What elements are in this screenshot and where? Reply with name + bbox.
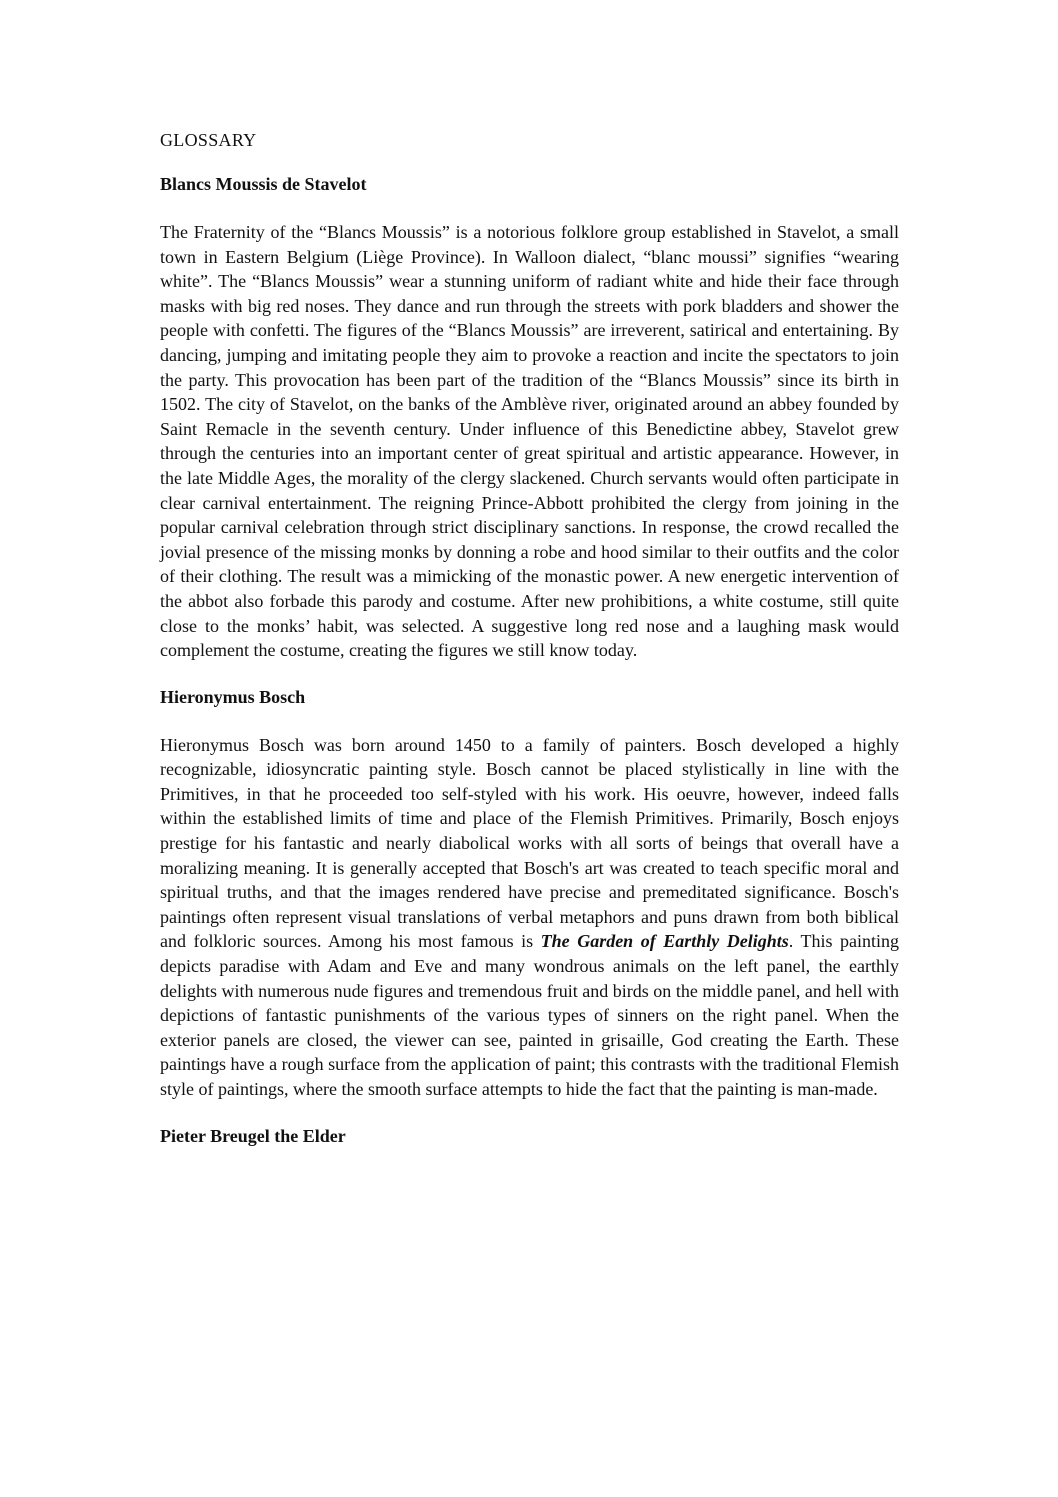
document-title: GLOSSARY [160, 130, 257, 150]
entry-body-blancs-moussis: The Fraternity of the “Blancs Moussis” is a notorious folklore group established in Stavelot, a small town in Eastern Belgium (Liège Province). In Walloon dialect, “blanc moussi” signifies “wearing white”. The “Blancs Moussis” wear a stunning uniform of radiant white and hide their face through masks with big red noses. They dance and run through the streets with pork bladders and shower the people with confetti. The figures of the “Blancs Moussis” are irreverent, satirical and entertaining. By dancing, jumping and imitating people they aim to provoke a reaction and incite the spectators to join the party. This provocation has been part of the tradition of the “Blancs Moussis” since its birth in 1502. The city of Stavelot, on the banks of the Amblève river, originated around an abbey founded by Saint Remacle in the seventh century. Under influence of this Benedictine abbey, Stavelot grew through the centuries into an important center of great spiritual and artistic appearance. However, in the late Middle Ages, the morality of the clergy slackened. Church servants would often participate in clear carnival entertainment. The reigning Prince-Abbott prohibited the clergy from joining in the popular carnival celebration through strict disciplinary sanctions. In response, the crowd recalled the jovial presence of the missing monks by donning a robe and hood similar to their outfits and the color of their clothing. The result was a mimicking of the monastic power. A new energetic intervention of the abbot also forbade this parody and costume. After new prohibitions, a white costume, still quite close to the monks’ habit, was selected. A suggestive long red nose and a laughing mask would complement the costume, creating the figures we still know today. [160, 222, 899, 661]
bosch-text-part-2: . This painting depicts paradise with Adam and Eve and many wondrous animals on the left panel, the earthly delights with numerous nude figures and tremendous fruit and birds on the middle panel, and hell with depictions of fantastic punishments of the various types of sinners on the right panel. When the exterior panels are closed, the viewer can see, painted in grisaille, God creating the Earth. These paintings have a rough surface from the application of paint; this contrasts with the traditional Flemish style of paintings, where the smooth surface attempts to hide the fact that the painting is man-made. [160, 931, 900, 1099]
entry-heading-hieronymus-bosch: Hieronymus Bosch [160, 686, 306, 707]
entry-heading-pieter-breugel: Pieter Breugel the Elder [160, 1125, 346, 1146]
bosch-text-part-1: Hieronymus Bosch was born around 1450 to a family of painters. Bosch developed a highly recognizable, idiosyncratic painting style. Bosch cannot be placed stylistically in line with the Primitives, in that he proceeded too self-styled with his work. His oeuvre, however, indeed falls within the established limits of time and place of the Flemish Primitives. Primarily, Bosch enjoys prestige for his fantastic and nearly diabolical works with all sorts of beings that overall have a moralizing meaning. It is generally accepted that Bosch's art was created to teach specific moral and spiritual truths, and that the images rendered have precise and premeditated significance. Bosch's paintings often represent visual translations of verbal metaphors and puns drawn from both biblical and folkloric sources. Among his most famous is [160, 734, 899, 952]
document-page [160, 128, 899, 1172]
entry-body-hieronymus-bosch [160, 733, 899, 1102]
painting-title: The Garden of Earthly Delights [540, 931, 789, 952]
entry-heading-blancs-moussis: Blancs Moussis de Stavelot [160, 174, 367, 194]
